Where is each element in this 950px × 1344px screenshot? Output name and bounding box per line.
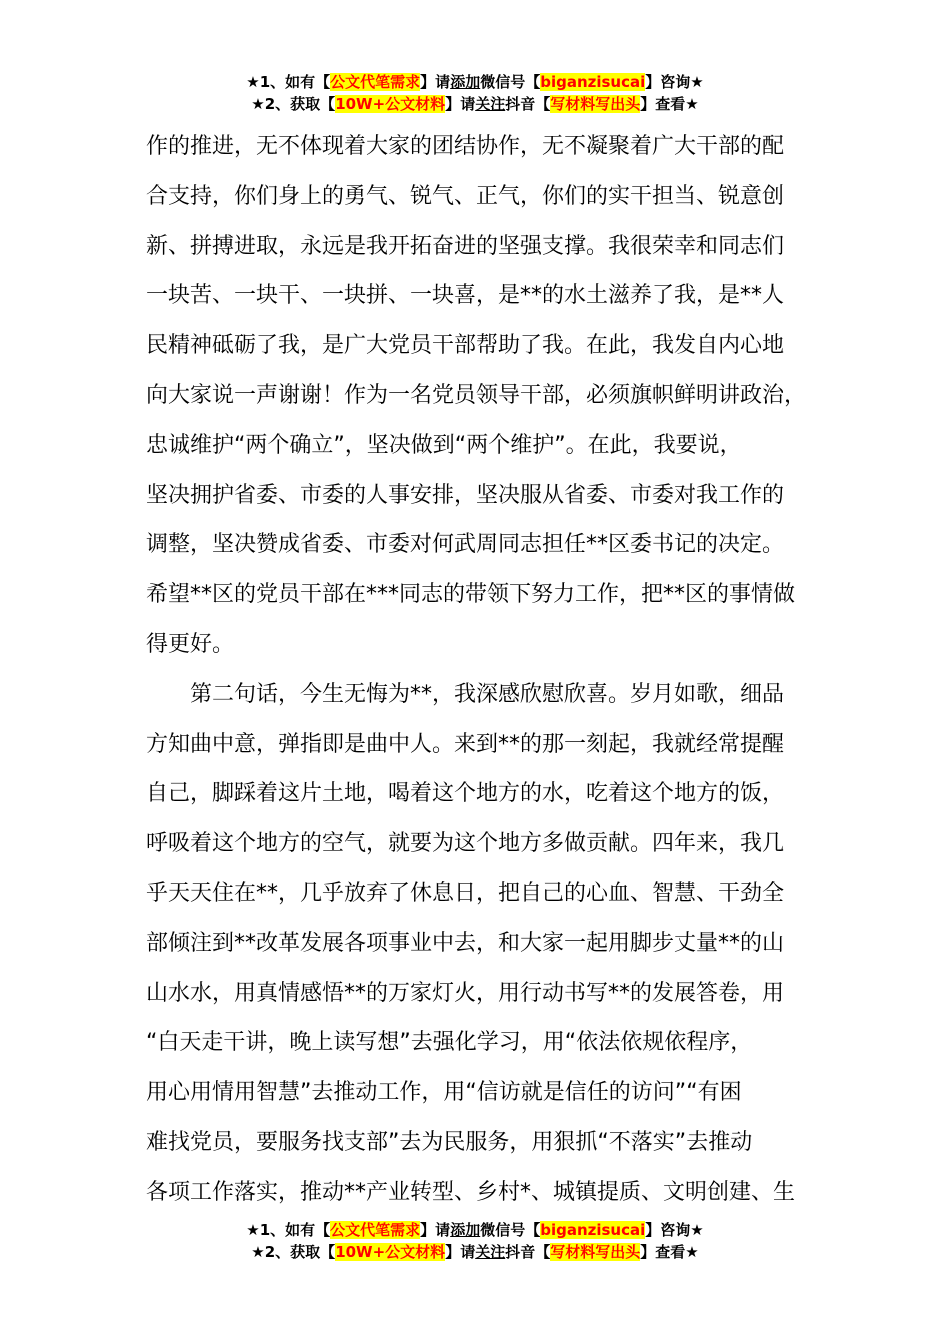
text-line: 乎天天住在**，几乎放弃了休息日，把自己的心血、智慧、干劲全 bbox=[146, 880, 785, 906]
banner-text: 抖音【 bbox=[505, 95, 551, 113]
banner-line-1 bbox=[0, 1219, 950, 1241]
banner-text: ★2、获取【 bbox=[251, 1243, 336, 1261]
banner-text: ★1、如有【 bbox=[246, 73, 331, 91]
banner-line-2 bbox=[0, 1241, 950, 1263]
text-line: 向大家说一声谢谢！作为一名党员领导干部，必须旗帜鲜明讲政治， bbox=[146, 382, 807, 408]
banner-text: 】请 bbox=[420, 1221, 451, 1239]
banner-highlight: 写材料写出头 bbox=[550, 95, 641, 113]
banner-line-1 bbox=[0, 71, 950, 93]
banner-text: 】咨询★ bbox=[645, 1221, 704, 1239]
banner-text: 】请 bbox=[445, 1243, 476, 1261]
text-line: 新、拼搏进取，永远是我开拓奋进的坚强支撑。我很荣幸和同志们 bbox=[146, 233, 785, 259]
text-line: 合支持，你们身上的勇气、锐气、正气，你们的实干担当、锐意创 bbox=[146, 183, 785, 209]
banner-underline: 添加 bbox=[450, 73, 481, 91]
text-line: 部倾注到**改革发展各项事业中去，和大家一起用脚步丈量**的山 bbox=[146, 930, 785, 956]
banner-highlight: biganzisucai bbox=[540, 73, 646, 91]
text-line: 调整，坚决赞成省委、市委对何武周同志担任**区委书记的决定。 bbox=[146, 532, 785, 558]
banner-text: ★2、获取【 bbox=[251, 95, 336, 113]
banner-highlight: biganzisucai bbox=[540, 1221, 646, 1239]
text-line: 山水水，用真情感悟**的万家灯火，用行动书写**的发展答卷，用 bbox=[146, 980, 785, 1006]
document-body bbox=[146, 122, 836, 1218]
banner-text: ★1、如有【 bbox=[246, 1221, 331, 1239]
text-line: 用心用情用智慧”去推动工作，用“信访就是信任的访问”“有困 bbox=[146, 1080, 742, 1106]
banner-text: 】请 bbox=[445, 95, 476, 113]
banner-underline: 关注 bbox=[475, 1243, 506, 1261]
banner-highlight: 公文代笔需求 bbox=[330, 1221, 421, 1239]
banner-line-2 bbox=[0, 93, 950, 115]
banner-text: 】请 bbox=[420, 73, 451, 91]
text-line: 希望**区的党员干部在***同志的带领下努力工作，把**区的事情做 bbox=[146, 582, 796, 608]
banner-highlight: 写材料写出头 bbox=[550, 1243, 641, 1261]
text-line: 难找党员，要服务找支部”去为民服务，用狠抓“不落实”去推动 bbox=[146, 1129, 753, 1155]
banner-highlight: 10W+公文材料 bbox=[335, 95, 446, 113]
paragraph-start-line: 第二句话，今生无悔为**，我深感欣慰欣喜。岁月如歌，细品 bbox=[190, 681, 785, 707]
banner-highlight: 10W+公文材料 bbox=[335, 1243, 446, 1261]
text-line: 坚决拥护省委、市委的人事安排，坚决服从省委、市委对我工作的 bbox=[146, 482, 785, 508]
text-line: 忠诚维护“两个确立”，坚决做到“两个维护”。在此，我要说， bbox=[146, 432, 742, 458]
footer-banner bbox=[0, 1219, 950, 1263]
banner-underline: 关注 bbox=[475, 95, 506, 113]
banner-text: 】查看★ bbox=[640, 95, 699, 113]
header-banner bbox=[0, 71, 950, 115]
text-line: 得更好。 bbox=[146, 631, 235, 657]
banner-highlight: 公文代笔需求 bbox=[330, 73, 421, 91]
text-line: 作的推进，无不体现着大家的团结协作，无不凝聚着广大干部的配 bbox=[146, 134, 785, 159]
banner-text: 抖音【 bbox=[505, 1243, 551, 1261]
text-line: “白天走干讲，晚上读写想”去强化学习，用“依法依规依程序， bbox=[146, 1030, 753, 1056]
text-line: 自己，脚踩着这片土地，喝着这个地方的水，吃着这个地方的饭， bbox=[146, 781, 785, 807]
banner-text: 微信号【 bbox=[480, 73, 541, 91]
text-line: 一块苦、一块干、一块拼、一块喜，是**的水土滋养了我，是**人 bbox=[146, 283, 785, 309]
banner-text: 】咨询★ bbox=[645, 73, 704, 91]
text-line: 各项工作落实，推动**产业转型、乡村*、城镇提质、文明创建、生 bbox=[146, 1179, 796, 1205]
banner-underline: 添加 bbox=[450, 1221, 481, 1239]
banner-text: 】查看★ bbox=[640, 1243, 699, 1261]
text-line: 呼吸着这个地方的空气，就要为这个地方多做贡献。四年来，我几 bbox=[146, 831, 785, 857]
text-line: 方知曲中意，弹指即是曲中人。来到**的那一刻起，我就经常提醒 bbox=[146, 731, 785, 757]
text-line: 民精神砥砺了我，是广大党员干部帮助了我。在此，我发自内心地 bbox=[146, 333, 785, 359]
banner-text: 微信号【 bbox=[480, 1221, 541, 1239]
